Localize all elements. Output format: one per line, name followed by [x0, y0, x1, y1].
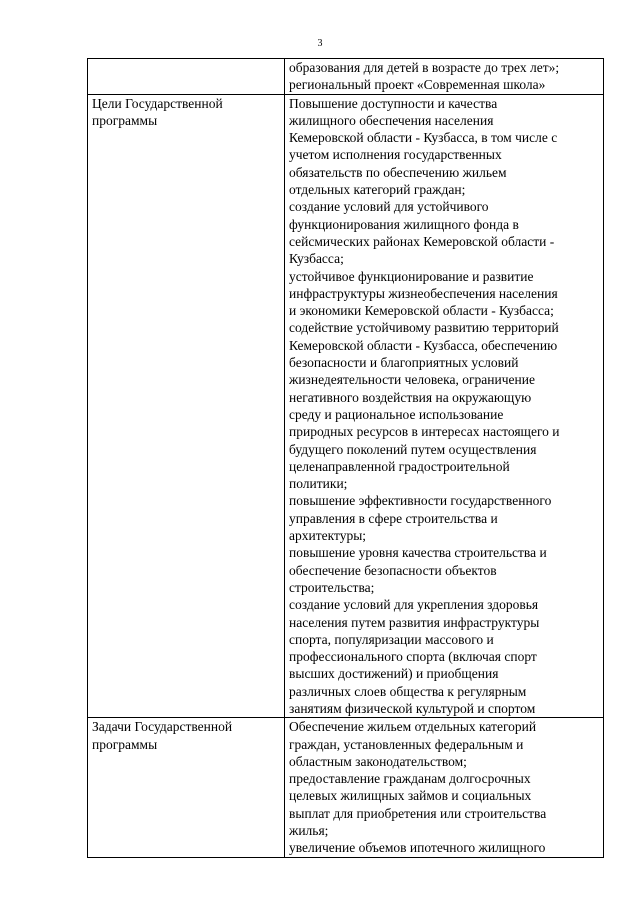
row-content-line: политики;	[289, 476, 348, 492]
page-number: 3	[317, 38, 323, 49]
row-content-cell	[285, 59, 604, 95]
row-content-line: занятиям физической культурой и спортом	[289, 700, 536, 716]
row-label-cell	[88, 94, 285, 718]
row-content-line: жилья;	[289, 823, 329, 839]
table-row	[88, 59, 604, 95]
table-row	[88, 718, 604, 857]
program-passport-table	[87, 58, 604, 858]
row-content-line: жизнедеятельности человека, ограничение	[289, 372, 535, 388]
row-label-cell	[88, 59, 285, 95]
row-content-line: повышение уровня качества строительства и	[289, 545, 547, 561]
row-content-line: создание условий для укрепления здоровья	[289, 597, 539, 613]
row-content-line: спорта, популяризации массового и	[289, 631, 494, 647]
table-row	[88, 94, 604, 718]
row-content-line: образования для детей в возрасте до трех лет»;	[289, 60, 560, 75]
row-content-line: различных слоев общества к регулярным	[289, 683, 527, 699]
row-content-line: населения путем развития инфраструктуры	[289, 614, 540, 630]
row-content-line: Кемеровской области - Кузбасса, в том числе с	[289, 130, 558, 146]
row-content-line: архитектуры;	[289, 528, 367, 544]
row-content-line: повышение эффективности государственного	[289, 493, 552, 509]
row-content-line: предоставление гражданам долгосрочных	[289, 771, 531, 787]
row-content-line: функционирования жилищного фонда в	[289, 216, 519, 232]
row-content-line: учетом исполнения государственных	[289, 147, 502, 163]
row-content-line: профессионального спорта (включая спорт	[289, 649, 537, 665]
row-content-line: управления в сфере строительства и	[289, 510, 498, 526]
row-content-line: негативного воздействия на окружающую	[289, 389, 532, 405]
row-content-line: целевых жилищных займов и социальных	[289, 788, 532, 804]
row-content-line: обязательств по обеспечению жильем	[289, 164, 507, 180]
row-content-line: создание условий для устойчивого	[289, 199, 489, 215]
row-label-line: программы	[92, 736, 158, 752]
table-body	[88, 59, 604, 858]
row-content-line: безопасности и благоприятных условий	[289, 355, 519, 371]
row-content-line: инфраструктуры жизнеобеспечения населения	[289, 285, 558, 301]
row-content-line: будущего поколений путем осуществления	[289, 441, 537, 457]
row-content-line: увеличение объемов ипотечного жилищного	[289, 840, 546, 856]
row-content-line: жилищного обеспечения населения	[289, 112, 494, 128]
row-content-line: природных ресурсов в интересах настоящего и	[289, 424, 560, 440]
row-content-line: содействие устойчивому развитию территорий	[289, 320, 559, 336]
row-content-cell	[285, 718, 604, 857]
row-content-line: региональный проект «Современная школа»	[289, 77, 546, 93]
row-label-line: Задачи Государственной	[92, 719, 233, 735]
row-label-line: программы	[92, 112, 158, 128]
row-content-line: областным законодательством;	[289, 753, 467, 769]
row-content-line: обеспечение безопасности объектов	[289, 562, 497, 578]
row-label-cell	[88, 718, 285, 857]
row-content-line: Повышение доступности и качества	[289, 95, 498, 111]
row-content-line: отдельных категорий граждан;	[289, 182, 466, 198]
row-content-line: Обеспечение жильем отдельных категорий	[289, 719, 537, 735]
row-content-line: целенаправленной градостроительной	[289, 458, 510, 474]
row-content-line: Кузбасса;	[289, 251, 344, 267]
row-content-line: и экономики Кемеровской области - Кузбасса;	[289, 303, 554, 319]
row-content-line: выплат для приобретения или строительства	[289, 805, 547, 821]
row-label-line: Цели Государственной	[92, 95, 223, 111]
row-content-line: строительства;	[289, 579, 375, 595]
row-content-line: высших достижений) и приобщения	[289, 666, 499, 682]
row-content-line: граждан, установленных федеральным и	[289, 736, 524, 752]
row-content-line: Кемеровской области - Кузбасса, обеспечению	[289, 337, 558, 353]
row-content-line: сейсмических районах Кемеровской области -	[289, 233, 555, 249]
row-content-line: среду и рациональное использование	[289, 406, 504, 422]
row-content-line: устойчивое функционирование и развитие	[289, 268, 534, 284]
row-content-cell	[285, 94, 604, 718]
